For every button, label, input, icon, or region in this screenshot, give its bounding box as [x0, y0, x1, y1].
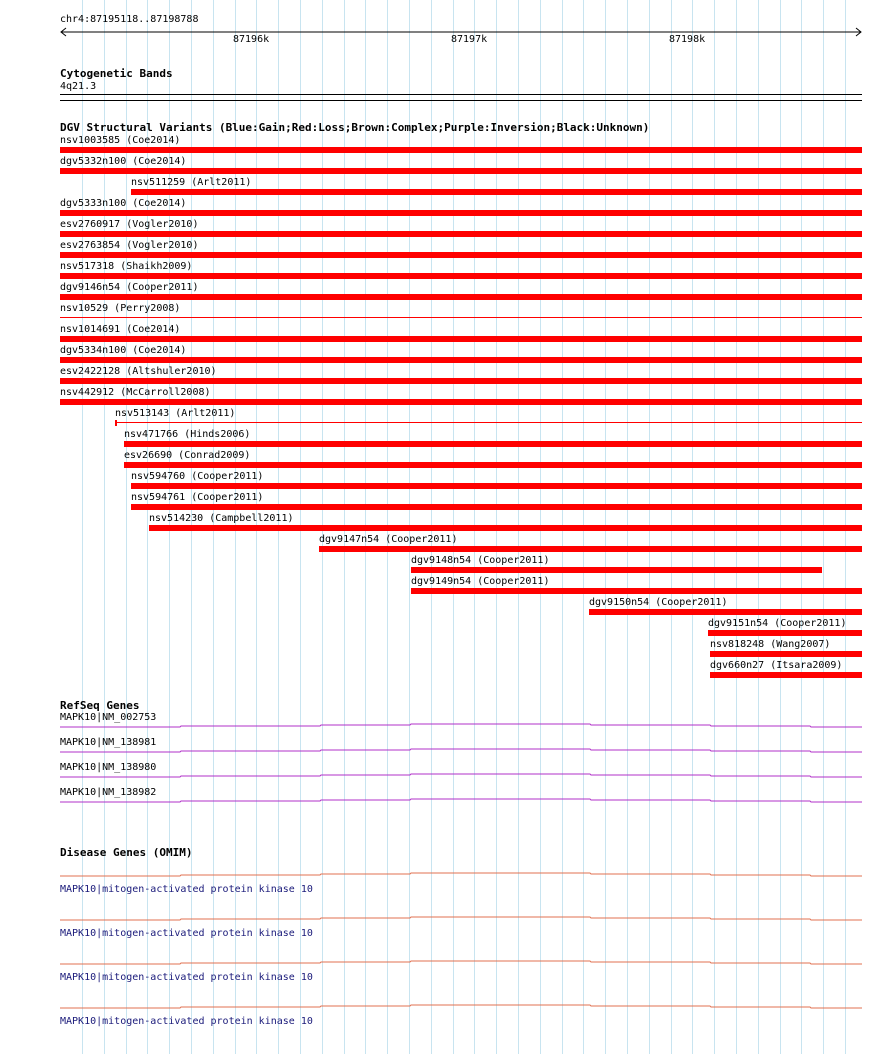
dgv-feature-label[interactable]: esv2763854 (Vogler2010): [60, 240, 199, 251]
omim-gene-label[interactable]: MAPK10|mitogen-activated protein kinase 10: [60, 1016, 313, 1027]
dgv-feature-label[interactable]: dgv9148n54 (Cooper2011): [411, 555, 550, 566]
ruler-tick-label: 87197k: [451, 34, 488, 45]
dgv-track-title: DGV Structural Variants (Blue:Gain;Red:Loss;Brown:Complex;Purple:Inversion;Black:Unknown): [60, 121, 650, 134]
dgv-feature-bar[interactable]: [60, 210, 862, 216]
dgv-feature-label[interactable]: nsv517318 (Shaikh2009): [60, 261, 193, 272]
refseq-track-title: RefSeq Genes: [60, 699, 140, 712]
omim-gene-label[interactable]: MAPK10|mitogen-activated protein kinase 10: [60, 928, 313, 939]
dgv-feature-bar[interactable]: [60, 231, 862, 237]
dgv-feature-bar[interactable]: [60, 294, 862, 300]
omim-gene-line[interactable]: [0, 915, 890, 923]
omim-gene-line[interactable]: [0, 1003, 890, 1011]
dgv-feature-label[interactable]: dgv9147n54 (Cooper2011): [319, 534, 458, 545]
dgv-feature-label[interactable]: esv26690 (Conrad2009): [124, 450, 251, 461]
dgv-feature-label[interactable]: nsv511259 (Arlt2011): [131, 177, 252, 188]
refseq-transcript-line[interactable]: [0, 772, 890, 780]
dgv-feature-label[interactable]: dgv660n27 (Itsara2009): [710, 660, 843, 671]
dgv-feature-bar[interactable]: [60, 336, 862, 342]
dgv-feature-label[interactable]: dgv9149n54 (Cooper2011): [411, 576, 550, 587]
dgv-feature-bar[interactable]: [131, 483, 862, 489]
dgv-feature-label[interactable]: dgv9150n54 (Cooper2011): [589, 597, 728, 608]
refseq-transcript-label[interactable]: MAPK10|NM_138982: [60, 787, 157, 798]
cytoband-line-top: [60, 94, 862, 95]
cytoband-track-title: Cytogenetic Bands: [60, 67, 173, 80]
dgv-feature-bar[interactable]: [124, 441, 862, 447]
refseq-transcript-line[interactable]: [0, 797, 890, 805]
dgv-feature-bar[interactable]: [60, 252, 862, 258]
dgv-feature-bar[interactable]: [60, 357, 862, 363]
dgv-feature-bar[interactable]: [710, 651, 862, 657]
dgv-feature-bar[interactable]: [589, 609, 862, 615]
dgv-feature-bar[interactable]: [60, 273, 862, 279]
dgv-feature-bar[interactable]: [124, 462, 862, 468]
refseq-transcript-line[interactable]: [0, 747, 890, 755]
dgv-feature-label[interactable]: esv2422128 (Altshuler2010): [60, 366, 217, 377]
dgv-feature-label[interactable]: nsv818248 (Wang2007): [710, 639, 831, 650]
dgv-feature-bar[interactable]: [411, 567, 822, 573]
dgv-feature-label[interactable]: nsv1014691 (Coe2014): [60, 324, 181, 335]
ruler-tick-label: 87196k: [233, 34, 270, 45]
refseq-transcript-label[interactable]: MAPK10|NM_138981: [60, 737, 157, 748]
dgv-feature-label[interactable]: nsv594761 (Cooper2011): [131, 492, 264, 503]
omim-gene-label[interactable]: MAPK10|mitogen-activated protein kinase 10: [60, 972, 313, 983]
dgv-feature-label[interactable]: dgv9146n54 (Cooper2011): [60, 282, 199, 293]
ruler-axis: [0, 26, 890, 38]
dgv-feature-bar[interactable]: [60, 317, 862, 318]
refseq-transcript-line[interactable]: [0, 722, 890, 730]
dgv-feature-label[interactable]: nsv10529 (Perry2008): [60, 303, 181, 314]
omim-track-title: Disease Genes (OMIM): [60, 846, 193, 859]
dgv-feature-bar[interactable]: [60, 399, 862, 405]
dgv-feature-label[interactable]: nsv594760 (Cooper2011): [131, 471, 264, 482]
dgv-feature-label[interactable]: nsv442912 (McCarroll2008): [60, 387, 211, 398]
dgv-feature-bar[interactable]: [60, 378, 862, 384]
dgv-feature-label[interactable]: dgv5332n100 (Coe2014): [60, 156, 187, 167]
omim-gene-label[interactable]: MAPK10|mitogen-activated protein kinase 10: [60, 884, 313, 895]
dgv-feature-bar[interactable]: [708, 630, 862, 636]
region-label: chr4:87195118..87198788: [60, 14, 199, 25]
dgv-feature-bar[interactable]: [710, 672, 862, 678]
refseq-transcript-label[interactable]: MAPK10|NM_002753: [60, 712, 157, 723]
dgv-feature-label[interactable]: dgv9151n54 (Cooper2011): [708, 618, 847, 629]
cytoband-line-bottom: [60, 100, 862, 101]
dgv-feature-label[interactable]: nsv471766 (Hinds2006): [124, 429, 251, 440]
omim-gene-line[interactable]: [0, 959, 890, 967]
dgv-feature-start-tick: [115, 420, 117, 426]
dgv-feature-bar[interactable]: [411, 588, 862, 594]
dgv-feature-bar[interactable]: [115, 422, 862, 423]
dgv-feature-label[interactable]: dgv5334n100 (Coe2014): [60, 345, 187, 356]
dgv-feature-bar[interactable]: [149, 525, 862, 531]
dgv-feature-label[interactable]: nsv514230 (Campbell2011): [149, 513, 294, 524]
dgv-feature-label[interactable]: nsv1003585 (Coe2014): [60, 135, 181, 146]
ruler-tick-label: 87198k: [669, 34, 706, 45]
dgv-feature-label[interactable]: dgv5333n100 (Coe2014): [60, 198, 187, 209]
dgv-feature-label[interactable]: nsv513143 (Arlt2011): [115, 408, 236, 419]
omim-gene-line[interactable]: [0, 871, 890, 879]
refseq-transcript-label[interactable]: MAPK10|NM_138980: [60, 762, 157, 773]
dgv-feature-label[interactable]: esv2760917 (Vogler2010): [60, 219, 199, 230]
dgv-feature-bar[interactable]: [60, 147, 862, 153]
dgv-feature-bar[interactable]: [131, 504, 862, 510]
cytoband-label[interactable]: 4q21.3: [60, 81, 97, 92]
dgv-feature-bar[interactable]: [319, 546, 862, 552]
dgv-feature-bar[interactable]: [60, 168, 862, 174]
dgv-feature-bar[interactable]: [131, 189, 862, 195]
